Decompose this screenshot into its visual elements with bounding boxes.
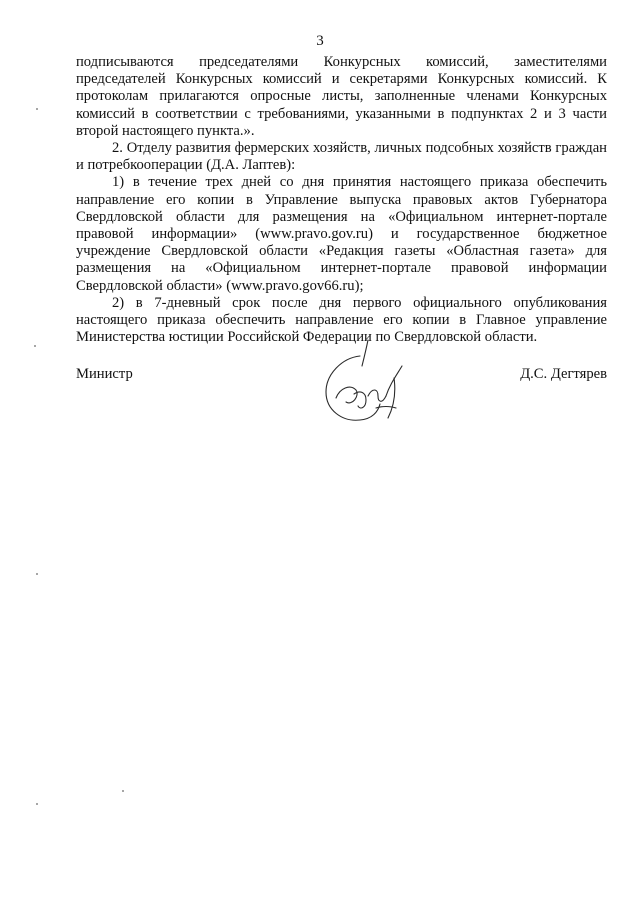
scan-speck bbox=[36, 573, 38, 575]
signatory-name: Д.С. Дегтярев bbox=[520, 366, 607, 382]
scan-speck bbox=[34, 345, 36, 347]
paragraph-continuation: подписываются председателями Конкурсных комиссий, заместителями председателей Конкурсных комиссий и секретарями Конкурсных комиссий. К протоколам прилагаются опросные листы, заполненные членами Конкурсных комиссий в соответствии с требованиями, указанными в подпунктах 2 и 3 части второй настоящего пункта.». bbox=[76, 54, 607, 139]
paragraph-subitem-2: 2) в 7-дневный срок после дня первого официального опубликования настоящего приказа обеспечить направление его копии в Главное управление Министерства юстиции Российской Федерации по Свердловской области. bbox=[76, 294, 607, 346]
paragraph-item-2: 2. Отделу развития фермерских хозяйств, личных подсобных хозяйств граждан и потребкооперации (Д.А. Лаптев): bbox=[76, 140, 607, 174]
scan-speck bbox=[36, 108, 38, 110]
scan-speck bbox=[122, 790, 124, 792]
paragraph-subitem-1: 1) в течение трех дней со дня принятия настоящего приказа обеспечить направление его копии в Управление выпуска правовых актов Губернатора Свердловской области для размещения на «Официальном интернет-портале правовой информации» (www.pravo.gov.ru) и государственное бюджетное учреждение Свердловской области «Редакция газеты «Областная газета» для размещения на «Официальном интернет-портале правовой информации Свердловской области» (www.pravo.gov66.ru); bbox=[76, 174, 607, 294]
scan-speck bbox=[36, 803, 38, 805]
handwritten-signature bbox=[316, 336, 412, 428]
page-number: 3 bbox=[316, 33, 324, 49]
document-body bbox=[76, 54, 607, 346]
signatory-title: Министр bbox=[76, 366, 133, 382]
